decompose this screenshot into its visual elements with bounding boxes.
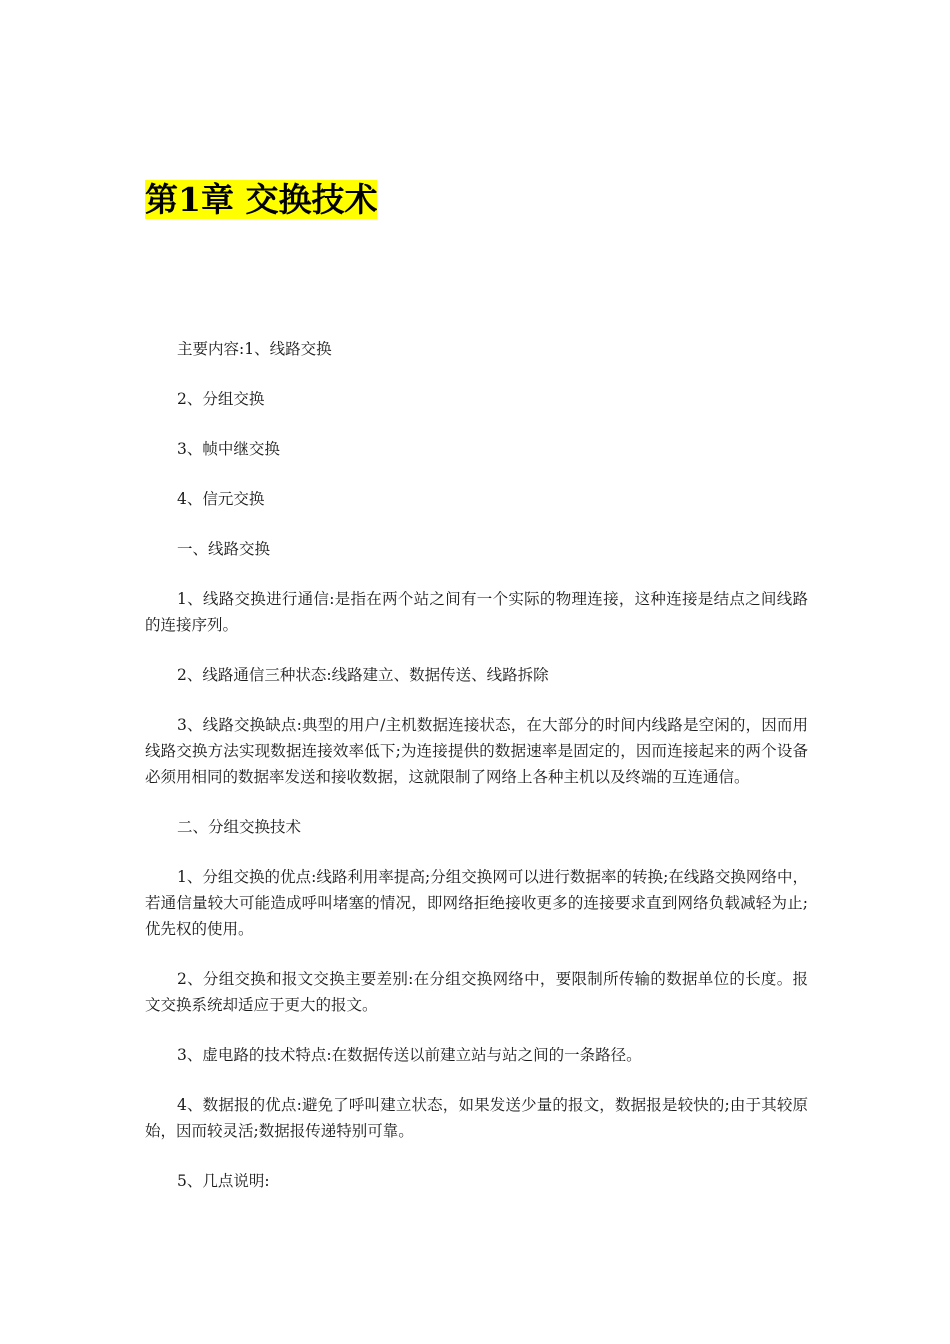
paragraph-main-contents: 主要内容:1、线路交换: [177, 340, 332, 358]
paragraph-list-item-3: 3、帧中继交换: [177, 440, 280, 458]
section-heading-circuit-switching: 一、线路交换: [177, 540, 271, 558]
paragraph-circuit-drawbacks: 3、线路交换缺点:典型的用户/主机数据连接状态，在大部分的时间内线路是空闲的，因而用线路交换方法实现数据连接效率低下;为连接提供的数据速率是固定的，因而连接起来的两个设备必须用相同的数据率发送和接收数据，这就限制了网络上各种主机以及终端的互连通信。: [145, 716, 808, 786]
paragraph-virtual-circuit: 3、虚电路的技术特点:在数据传送以前建立站与站之间的一条路径。: [177, 1046, 642, 1064]
paragraph-notes: 5、几点说明:: [177, 1172, 270, 1190]
paragraph-packet-vs-message: 2、分组交换和报文交换主要差别:在分组交换网络中，要限制所传输的数据单位的长度。报文交换系统却适应于更大的报文。: [145, 970, 808, 1014]
chapter-title: [145, 178, 377, 222]
paragraph-datagram-advantages: 4、数据报的优点:避免了呼叫建立状态，如果发送少量的报文，数据报是较快的;由于其较原始，因而较灵活;数据报传递特别可靠。: [145, 1096, 808, 1140]
paragraph-circuit-communication: 1、线路交换进行通信:是指在两个站之间有一个实际的物理连接，这种连接是结点之间线路的连接序列。: [145, 590, 808, 634]
document-body: [145, 336, 808, 1218]
paragraph-packet-advantages: 1、分组交换的优点:线路利用率提高;分组交换网可以进行数据率的转换;在线路交换网络中，若通信量较大可能造成呼叫堵塞的情况，即网络拒绝接收更多的连接要求直到网络负载减轻为止;优先权的使用。: [145, 868, 808, 938]
section-heading-packet-switching: 二、分组交换技术: [177, 818, 302, 836]
paragraph-list-item-2: 2、分组交换: [177, 390, 265, 408]
chapter-title-text: 第1章 交换技术: [145, 180, 378, 219]
paragraph-list-item-4: 4、信元交换: [177, 490, 265, 508]
paragraph-circuit-states: 2、线路通信三种状态:线路建立、数据传送、线路拆除: [177, 666, 549, 684]
